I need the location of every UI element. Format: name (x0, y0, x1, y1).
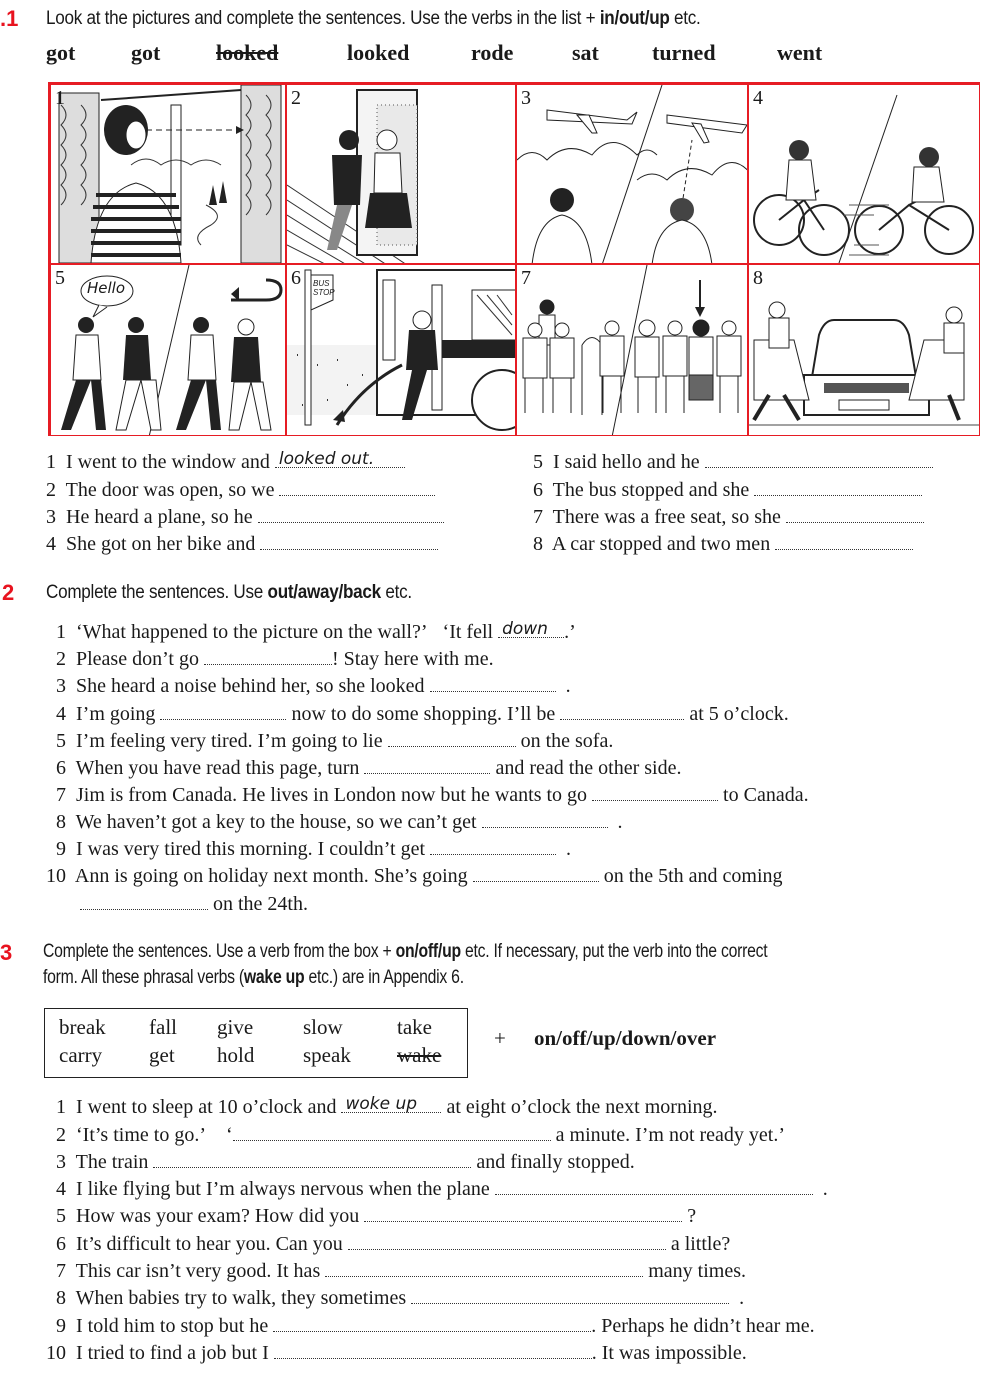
exercise-3-sentence-5 (56, 1205, 696, 1228)
sentence-number: 1 (46, 451, 56, 473)
answer-blank[interactable] (364, 1207, 682, 1222)
exercise-1-sentence-3 (46, 506, 444, 529)
exercise-2-sentence-6 (56, 757, 681, 780)
verb-box (44, 1008, 468, 1078)
verb-box-item: speak (303, 1043, 351, 1067)
sentence-text: The train (75, 1151, 149, 1173)
sentence-text: When you have read this page, turn (75, 757, 360, 779)
panel-number: 4 (753, 87, 763, 109)
instruction-text: Look at the pictures and complete the sentences. Use the verbs in the list + (46, 8, 600, 29)
woman-at-window-illustration (51, 85, 286, 264)
sentence-text: She heard a noise behind her, so she looked (76, 675, 425, 697)
picture-panel-3 (516, 84, 748, 264)
panel-number: 7 (521, 267, 531, 289)
sentence-number: 6 (533, 479, 543, 501)
answer-blank[interactable] (388, 732, 516, 747)
verb-box-item: fall (149, 1015, 177, 1039)
sentence-number: 7 (56, 1260, 66, 1282)
panel-number: 6 (291, 267, 301, 289)
sentence-text: Jim is from Canada. He lives in London now but he wants to go (76, 784, 588, 806)
sentence-text: ! Stay here with me. (331, 648, 494, 670)
exercise-3-sentence-4 (56, 1178, 828, 1201)
handwritten-answer: down (502, 619, 548, 639)
instruction-text: etc. (669, 8, 701, 29)
sentence-text: Please don’t go (76, 648, 199, 670)
sentence-text: . (565, 675, 571, 697)
verb-box-item: get (149, 1043, 175, 1067)
instruction-bold: on/off/up (395, 941, 461, 962)
instruction-text: etc. If necessary, put the verb into the correct (460, 941, 768, 962)
exercise-2-instruction (46, 582, 412, 604)
exercise-2-number: 2 (2, 580, 15, 605)
sentence-number: 2 (56, 1124, 66, 1146)
sentence-text: . (822, 1178, 828, 1200)
exercise-1-instruction (46, 8, 701, 30)
word-list-item: turned (652, 40, 716, 65)
exercise-2-sentence-3 (56, 675, 571, 698)
sentence-text: I’m going (76, 703, 156, 725)
picture-panel-2 (286, 84, 516, 264)
verb-box-item: break (59, 1015, 106, 1039)
sentence-text: I went to the window and (66, 451, 270, 473)
answer-blank[interactable] (482, 813, 608, 828)
verb-box-item: take (397, 1015, 432, 1039)
sentence-text: now to do some shopping. I’ll be (291, 703, 556, 725)
sentence-number: 1 (56, 1096, 66, 1118)
exercise-2-sentence-9 (56, 838, 571, 861)
sentence-text: The bus stopped and she (552, 479, 750, 501)
word-list-item: looked (347, 40, 410, 65)
exercise-3-sentence-9 (56, 1315, 815, 1338)
answer-blank[interactable] (348, 1235, 666, 1250)
instruction-text: Complete the sentences. Use a verb from the box + (43, 941, 396, 962)
exercise-2-sentence-5 (56, 730, 613, 753)
sentence-number: 4 (56, 1178, 66, 1200)
sentence-text: to Canada. (723, 784, 809, 806)
word-list-item: got (46, 40, 76, 65)
sentence-text: We haven’t got a key to the house, so we can’t get (75, 811, 477, 833)
answer-blank[interactable] (153, 1153, 471, 1168)
answer-blank[interactable] (233, 1126, 551, 1141)
answer-blank[interactable] (775, 535, 913, 550)
panel-number: 3 (521, 87, 531, 109)
word-list-item: got (131, 40, 161, 65)
sentence-text: When babies try to walk, they sometimes (75, 1287, 407, 1309)
picture-panel-8 (748, 264, 980, 436)
exercise-2-sentence-2 (56, 648, 494, 671)
men-getting-out-of-car-illustration (749, 265, 980, 436)
sentence-text: It’s difficult to hear you. Can you (76, 1233, 343, 1255)
answer-blank[interactable] (273, 1317, 591, 1332)
exercise-2-sentence-10 (46, 865, 783, 888)
sentence-text: .’ (564, 621, 576, 643)
answer-blank[interactable] (279, 481, 435, 496)
answer-blank[interactable] (80, 895, 208, 910)
answer-blank[interactable] (411, 1289, 729, 1304)
sentence-number: 2 (56, 648, 66, 670)
instruction-bold: out/away/back (267, 582, 381, 603)
instruction-text: etc. (380, 582, 412, 603)
particles-list: on/off/up/down/over (534, 1026, 717, 1050)
verb-box-item: slow (303, 1015, 343, 1039)
answer-blank[interactable] (274, 1344, 592, 1359)
sentence-text: on the sofa. (520, 730, 614, 752)
speech-bubble-text: Hello (87, 279, 126, 297)
exercise-3-instruction-line-2 (43, 967, 464, 989)
verb-box-item-crossed: wake (397, 1043, 442, 1067)
plus-sign: + (494, 1026, 506, 1050)
instruction-text: etc.) are in Appendix 6. (304, 967, 464, 988)
word-list-item: rode (471, 40, 514, 65)
man-looking-up-at-plane-illustration (517, 85, 748, 264)
answer-blank[interactable] (341, 1094, 441, 1114)
answer-blank[interactable] (495, 1180, 813, 1195)
sentence-number: 4 (46, 533, 56, 555)
sentence-text: . (566, 838, 572, 860)
exercise-3-sentence-6 (56, 1233, 730, 1256)
verb-word-list (0, 40, 996, 70)
exercise-1-sentence-8 (533, 533, 913, 556)
couple-entering-door-illustration (287, 85, 516, 264)
answer-blank[interactable] (592, 786, 718, 801)
exercise-2-sentence-10-line-2 (80, 893, 308, 916)
instruction-bold: wake up (243, 967, 305, 988)
exercise-1-sentence-4 (46, 533, 438, 556)
sentence-number: 3 (56, 1151, 66, 1173)
sentence-number: 8 (56, 1287, 66, 1309)
woman-sitting-down-illustration (517, 265, 748, 436)
sentence-text: ? (687, 1205, 697, 1227)
sentence-text: . It was impossible. (591, 1342, 747, 1364)
instruction-text: Complete the sentences. Use (46, 582, 268, 603)
instruction-bold: in/out/up (599, 8, 670, 29)
sentence-text: a minute. I’m not ready yet.’ (555, 1124, 786, 1146)
exercise-3-instruction-line-1 (43, 941, 767, 963)
sentence-text: and read the other side. (495, 757, 682, 779)
answer-blank[interactable] (325, 1262, 643, 1277)
verb-box-item: hold (217, 1043, 255, 1067)
exercise-2-sentence-7 (56, 784, 809, 807)
panel-number: 1 (55, 87, 65, 109)
sentence-number: 3 (46, 506, 56, 528)
sentence-text: . Perhaps he didn’t hear me. (591, 1315, 815, 1337)
picture-panel-7 (516, 264, 748, 436)
answer-blank[interactable] (258, 508, 444, 523)
sentence-text: ‘What happened to the picture on the wall?’ (76, 621, 428, 643)
sentence-text: He heard a plane, so he (66, 506, 253, 528)
exercise-2-sentence-8 (56, 811, 623, 834)
exercise-2-sentence-1 (56, 621, 576, 644)
picture-panel-6 (286, 264, 516, 436)
sentence-text: Ann is going on holiday next month. She’s going (74, 865, 468, 887)
exercise-3-sentence-10 (46, 1342, 747, 1365)
answer-blank[interactable] (498, 619, 564, 639)
exercise-3-sentence-3 (56, 1151, 635, 1174)
sentence-number: 5 (56, 730, 66, 752)
exercise-1-sentence-2 (46, 479, 435, 502)
panel-number: 5 (55, 267, 65, 289)
panel-number: 8 (753, 267, 763, 289)
sentence-number: 8 (533, 533, 543, 555)
sentence-number: 5 (533, 451, 543, 473)
sentence-text: This car isn’t very good. It has (75, 1260, 321, 1282)
sentence-text: a little? (670, 1233, 731, 1255)
sentence-text: ‘It’s time to go.’ (76, 1124, 206, 1146)
exercise-3-sentence-8 (56, 1287, 744, 1310)
handwritten-answer: woke up (345, 1094, 418, 1114)
sentence-text: I told him to stop but he (76, 1315, 269, 1337)
sentence-text: on the 5th and coming (603, 865, 783, 887)
sentence-number: 8 (56, 811, 66, 833)
answer-blank[interactable] (364, 759, 490, 774)
sentence-number: 7 (56, 784, 66, 806)
answer-blank[interactable] (204, 650, 332, 665)
sentence-number: 7 (533, 506, 543, 528)
verb-box-item: carry (59, 1043, 103, 1067)
sentence-text: There was a free seat, so she (552, 506, 781, 528)
sentence-number: 2 (46, 479, 56, 501)
answer-blank[interactable] (160, 705, 286, 720)
sentence-number: 9 (56, 838, 66, 860)
exercise-3-sentence-1 (56, 1096, 718, 1119)
sentence-text: I said hello and he (553, 451, 700, 473)
sentence-text: many times. (648, 1260, 746, 1282)
word-list-item-crossed: looked (216, 40, 279, 65)
word-list-item: sat (572, 40, 599, 65)
answer-blank[interactable] (705, 453, 933, 468)
sentence-text: I went to sleep at 10 o’clock and (76, 1096, 337, 1118)
sentence-text: I tried to find a job but I (76, 1342, 269, 1364)
verb-box-item: give (217, 1015, 254, 1039)
answer-blank[interactable] (754, 481, 922, 496)
sentence-text: I was very tired this morning. I couldn’t get (76, 838, 426, 860)
sentence-text: I like flying but I’m always nervous when the plane (76, 1178, 490, 1200)
answer-blank[interactable] (275, 449, 405, 469)
exercise-1-sentence-7 (533, 506, 924, 529)
answer-blank[interactable] (560, 705, 684, 720)
sentence-text: on the 24th. (213, 893, 308, 915)
sentence-number: 4 (56, 703, 66, 725)
picture-panel-1 (50, 84, 286, 264)
word-list-item: went (777, 40, 823, 65)
picture-panel-4 (748, 84, 980, 264)
picture-grid (48, 82, 980, 436)
exercise-1-number: .1 (0, 6, 19, 31)
sentence-number: 6 (56, 757, 66, 779)
sentence-number: 3 (56, 675, 66, 697)
exercise-1-sentence-1 (46, 451, 405, 474)
sentence-text: How was your exam? How did you (76, 1205, 360, 1227)
exercise-1-sentence-5 (533, 451, 933, 474)
handwritten-answer: looked out. (278, 449, 375, 469)
sentence-text: . (739, 1287, 745, 1309)
sentence-text: at eight o’clock the next morning. (446, 1096, 718, 1118)
answer-blank[interactable] (430, 840, 556, 855)
sentence-number: 10 (46, 1342, 66, 1364)
sentence-text: . (617, 811, 623, 833)
exercise-3-number: 3 (0, 940, 13, 965)
sentence-text: A car stopped and two men (551, 533, 771, 555)
panel-number: 2 (291, 87, 301, 109)
answer-blank[interactable] (430, 677, 556, 692)
woman-on-bicycle-illustration (749, 85, 980, 264)
sentence-number: 6 (56, 1233, 66, 1255)
sentence-text: ‘ (225, 1124, 233, 1146)
sentence-text: and finally stopped. (476, 1151, 635, 1173)
instruction-text: form. All these phrasal verbs ( (43, 967, 244, 988)
sentence-number: 1 (56, 621, 66, 643)
picture-panel-5 (50, 264, 286, 436)
sentence-number: 5 (56, 1205, 66, 1227)
answer-blank[interactable] (786, 508, 924, 523)
sentence-text: ‘It fell (442, 621, 494, 643)
exercise-3-sentence-7 (56, 1260, 746, 1283)
exercise-3-sentence-2 (56, 1124, 785, 1147)
sentence-text: at 5 o’clock. (689, 703, 789, 725)
sentence-number: 10 (46, 865, 66, 887)
sentence-text: I’m feeling very tired. I’m going to lie (76, 730, 383, 752)
answer-blank[interactable] (260, 535, 438, 550)
exercise-2-sentence-4 (56, 703, 789, 726)
bus-stop-sign-text: BUS STOP (313, 279, 335, 297)
sentence-text: The door was open, so we (65, 479, 275, 501)
answer-blank[interactable] (473, 867, 599, 882)
sentence-number: 9 (56, 1315, 66, 1337)
exercise-1-sentence-6 (533, 479, 922, 502)
sentence-text: She got on her bike and (66, 533, 256, 555)
